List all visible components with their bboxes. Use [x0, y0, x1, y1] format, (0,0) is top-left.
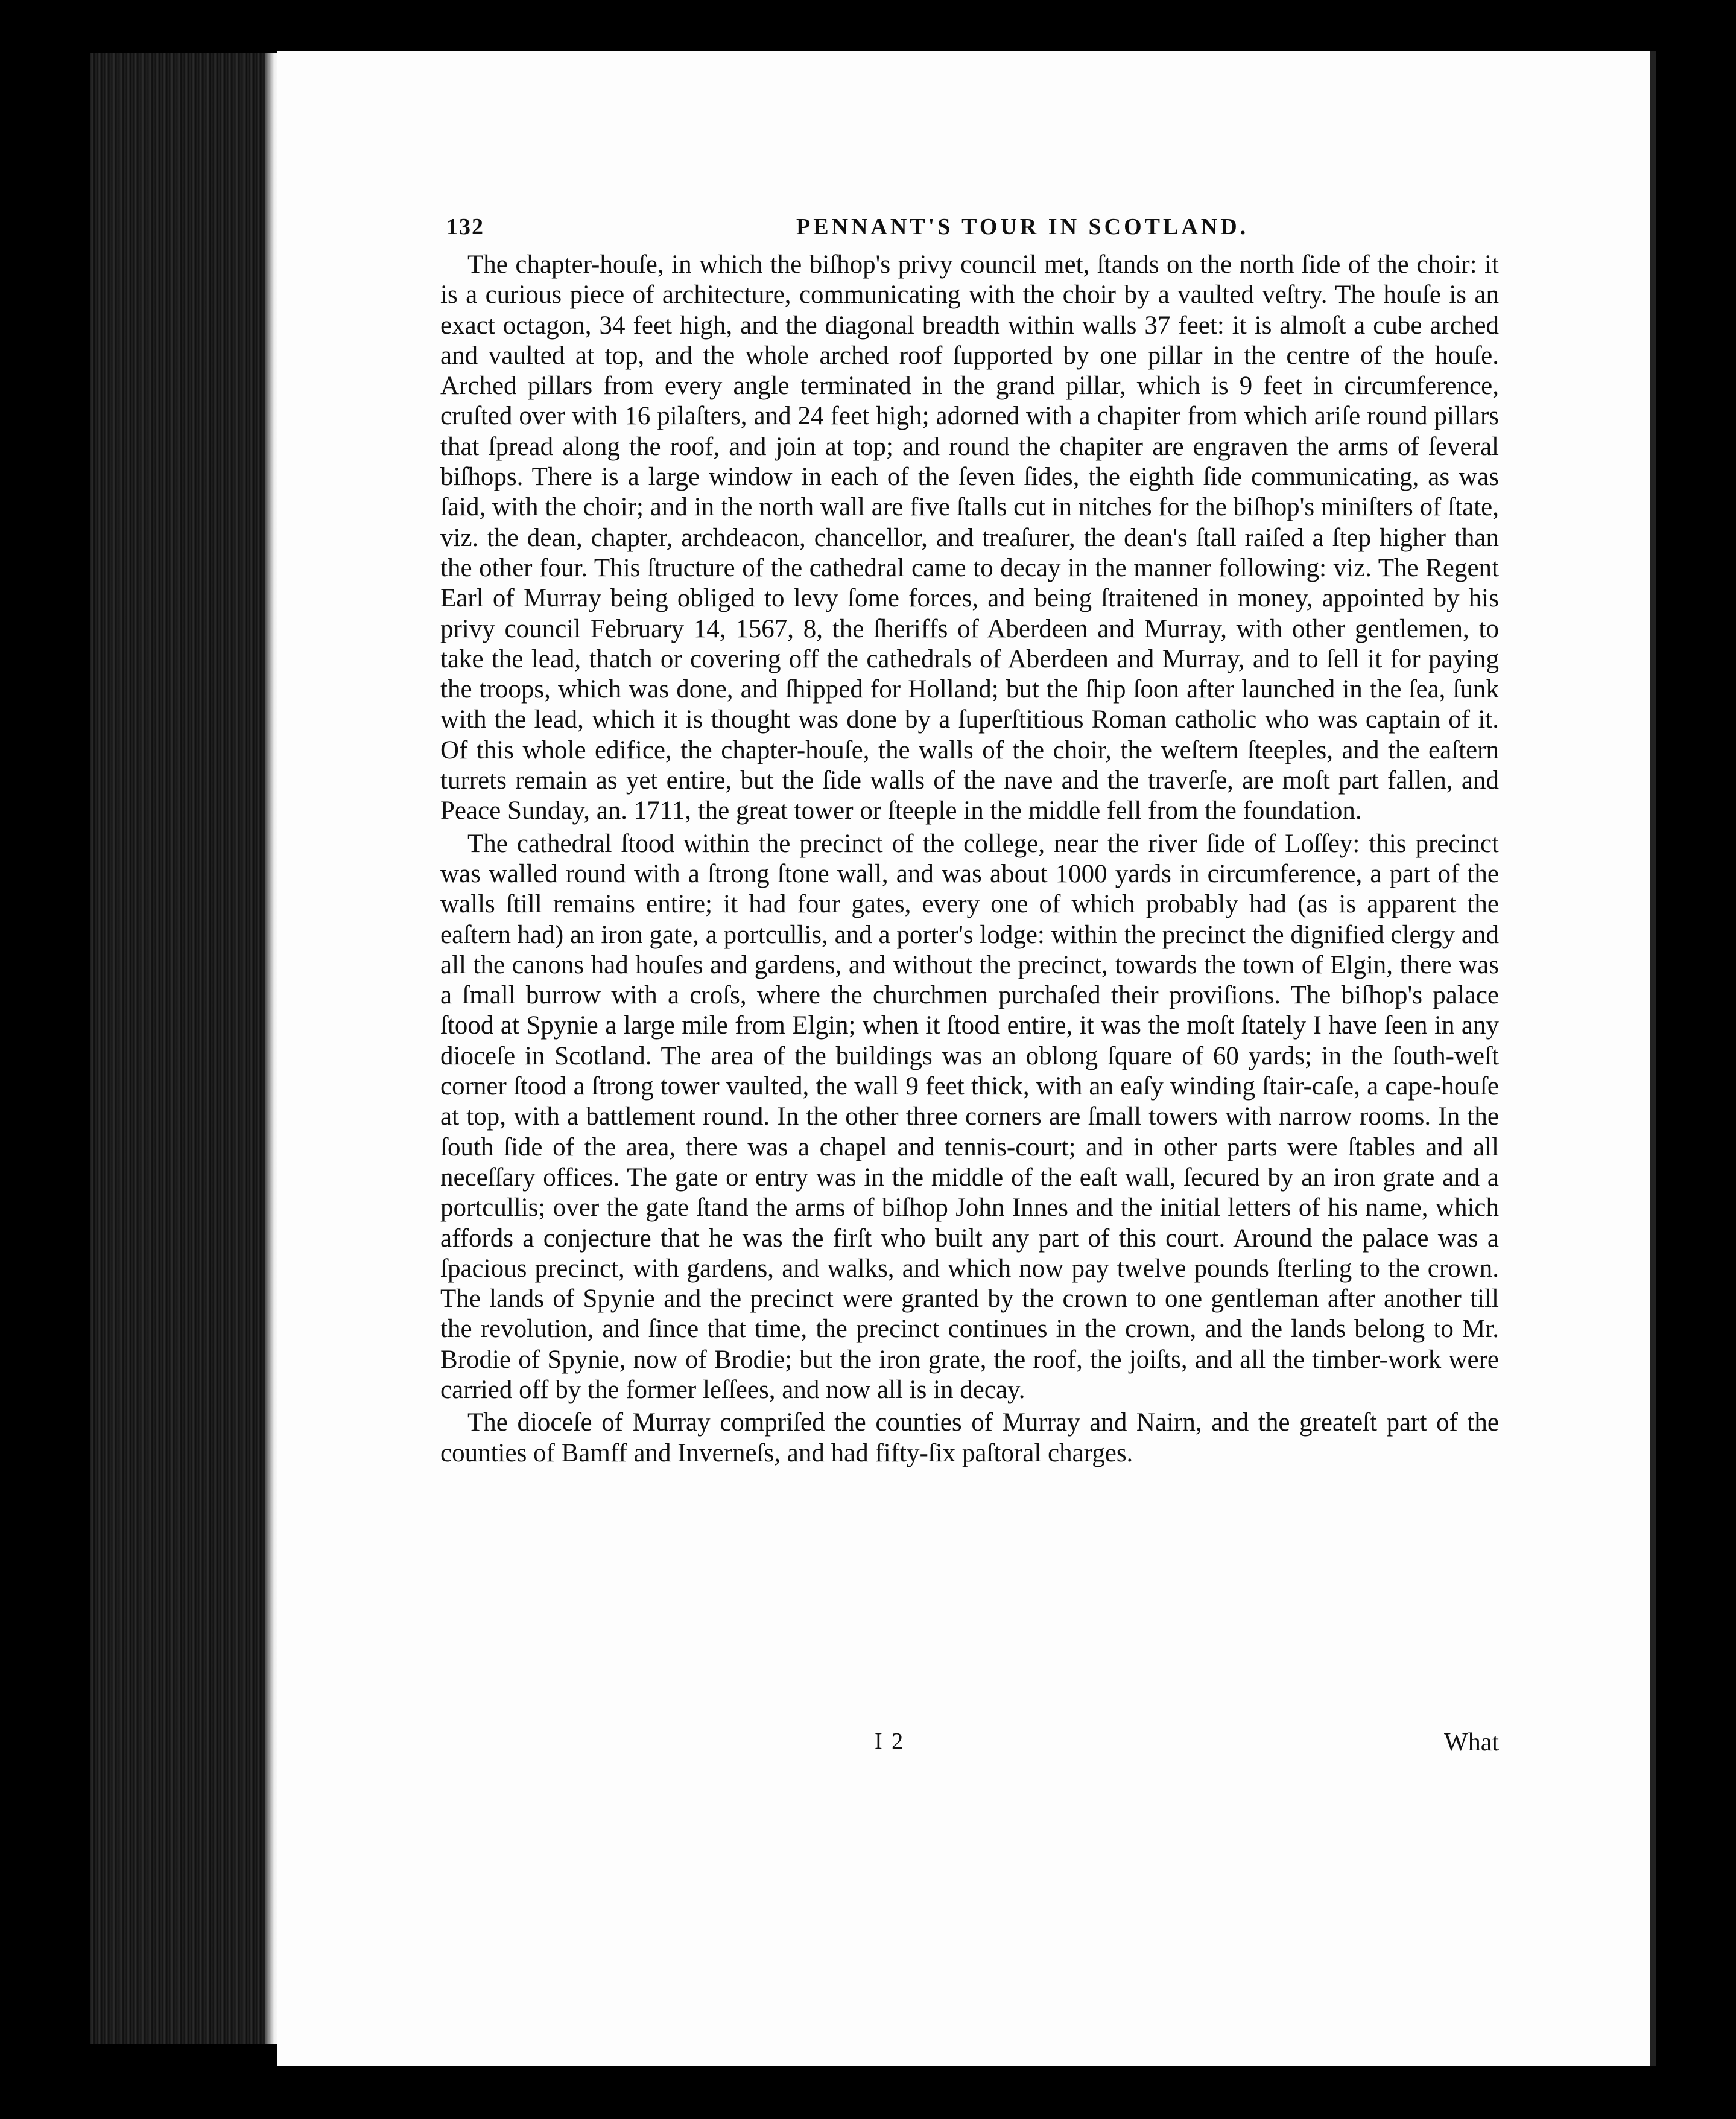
paragraph-diocese-of-murray: The dioceſe of Murray compriſed the counties of Murray and Nairn, and the greateſt part of the counties of Bamff and Inverneſs, and had fifty-ſix paſtoral charges.	[440, 1408, 1499, 1467]
signature-mark: I 2	[875, 1729, 905, 1754]
body-text	[440, 250, 1499, 1469]
catchword: What	[1444, 1729, 1499, 1756]
book-page	[277, 51, 1650, 2066]
page-footer	[440, 1728, 1499, 1764]
paragraph-chapter-house: The chapter-houſe, in which the biſhop's privy council met, ſtands on the north ſide of the choir: it is a curious piece of architecture, communicating with the choir by a vaulted veſtry. The houſe is an exact octagon, 34 feet high, and the diagonal breadth within walls 37 feet: it is almoſt a cube arched and vaulted at top, and the whole arched roof ſupported by one pillar in the centre of the houſe. Arched pillars from every angle terminated in the grand pillar, which is 9 feet in circumference, cruſted over with 16 pilaſters, and 24 feet high; adorned with a chapiter from which ariſe round pillars that ſpread along the roof, and join at top; and round the chapiter are engraven the arms of ſeveral biſhops. There is a large window in each of the ſeven ſides, the eighth ſide communicating, as was ſaid, with the choir; and in the north wall are five ſtalls cut in nitches for the biſhop's miniſters of ſtate, viz. the dean, chapter, archdeacon, chancellor, and treaſurer, the dean's ſtall raiſed a ſtep higher than the other four. This ſtructure of the cathedral came to decay in the manner following: viz. The Regent Earl of Murray being obliged to levy ſome forces, and being ſtraitened in money, appointed by his privy council February 14, 1567, 8, the ſheriffs of Aberdeen and Murray, with other gentlemen, to take the lead, thatch or covering off the cathedrals of Aberdeen and Murray, and to ſell it for paying the troops, which was done, and ſhipped for Holland; but the ſhip ſoon after launched in the ſea, ſunk with the lead, which it is thought was done by a ſuperſtitious Roman catholic who was captain of it. Of this whole edifice, the chapter-houſe, the walls of the choir, the weſtern ſteeples, and the eaſtern turrets remain as yet entire, but the ſide walls of the nave and the traverſe, are moſt part fallen, and Peace Sunday, an. 1711, the great tower or ſteeple in the middle fell from the foundation.	[440, 250, 1499, 825]
book-spine-gutter	[90, 53, 271, 2044]
page-right-edge-shadow	[1650, 51, 1656, 2066]
running-title: PENNANT'S TOUR IN SCOTLAND.	[796, 214, 1249, 240]
page-header	[446, 214, 1472, 250]
page-number: 132	[446, 214, 484, 240]
paragraph-cathedral-precinct: The cathedral ſtood within the precinct of the college, near the river ſide of Loſſey: this precinct was walled round with a ſtrong ſtone wall, and was about 1000 yards in circumference, a part of the walls ſtill remains entire; it had four gates, every one of which probably had (as is apparent the eaſtern had) an iron gate, a portcullis, and a porter's lodge: within the precinct the dignified clergy and all the canons had houſes and gardens, and without the precinct, towards the town of Elgin, there was a ſmall burrow with a croſs, where the churchmen purchaſed their proviſions. The biſhop's palace ſtood at Spynie a large mile from Elgin; when it ſtood entire, it was the moſt ſtately I have ſeen in any dioceſe in Scotland. The area of the buildings was an oblong ſquare of 60 yards; in the ſouth-weſt corner ſtood a ſtrong tower vaulted, the wall 9 feet thick, with an eaſy winding ſtair-caſe, a cape-houſe at top, with a battlement round. In the other three corners are ſmall towers with narrow rooms. In the ſouth ſide of the area, there was a chapel and tennis-court; and in other parts were ſtables and all neceſſary offices. The gate or entry was in the middle of the eaſt wall, ſecured by an iron grate and a portcullis; over the gate ſtand the arms of biſhop John Innes and the initial letters of his name, which affords a conjecture that he was the firſt who built any part of this court. Around the palace was a ſpacious precinct, with gardens, and walks, and which now pay twelve pounds ſterling to the crown. The lands of Spynie and the precinct were granted by the crown to one gentleman after another till the revolution, and ſince that time, the precinct continues in the crown, and the lands belong to Mr. Brodie of Spynie, now of Brodie; but the iron grate, the roof, the joiſts, and all the timber-work were carried off by the former leſſees, and now all is in decay.	[440, 829, 1499, 1404]
